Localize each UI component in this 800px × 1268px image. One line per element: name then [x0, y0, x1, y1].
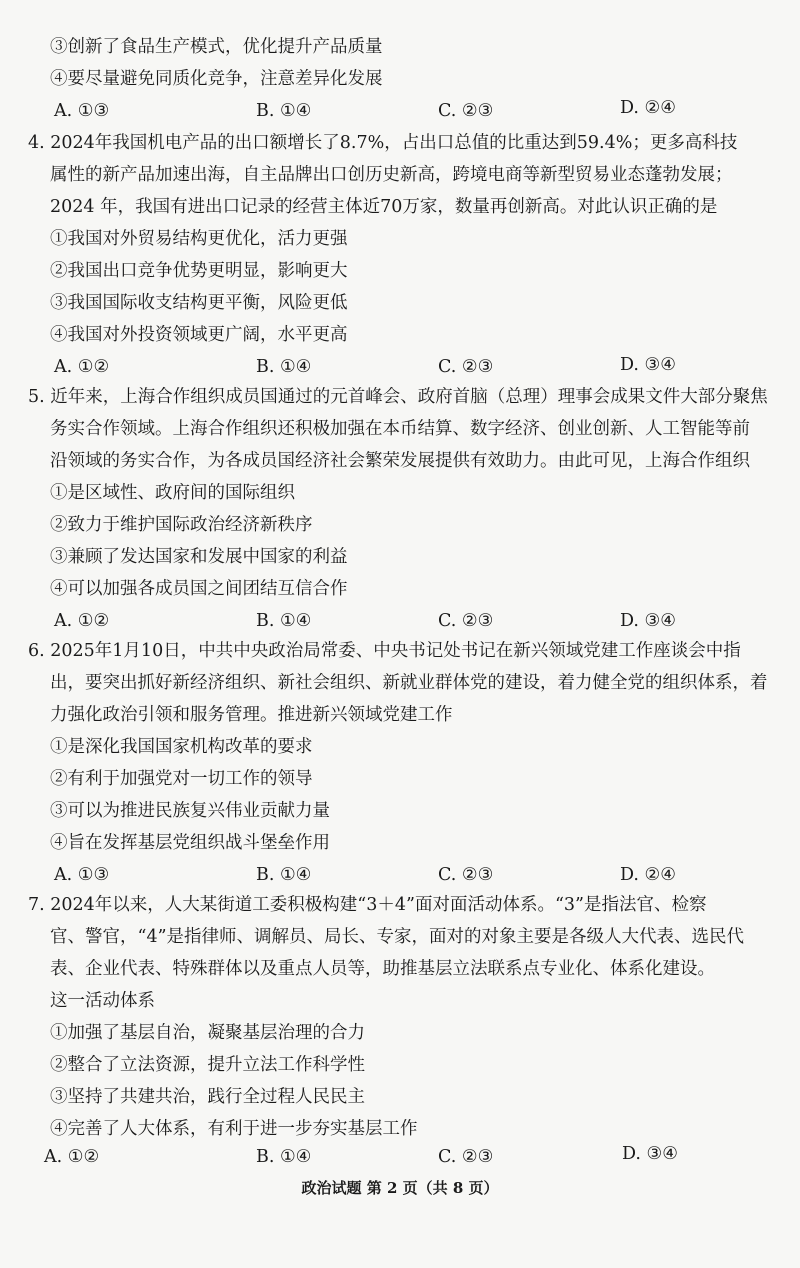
q7-option-b: B. ①④ — [256, 1147, 312, 1167]
q7-stem-line-1: 7. 2024年以来，人大某街道工委积极构建“3＋4”面对面活动体系。“3”是指法官、检察 — [28, 895, 707, 915]
q5-option-c: C. ②③ — [438, 611, 494, 631]
q4-item-1: ①我国对外贸易结构更优化，活力更强 — [50, 229, 348, 249]
q5-option-b: B. ①④ — [256, 611, 312, 631]
q7-stem-line-3: 表、企业代表、特殊群体以及重点人员等，助推基层立法联系点专业化、体系化建设。 — [50, 959, 715, 979]
q7-option-a: A. ①② — [44, 1147, 100, 1167]
q7-item-2: ②整合了立法资源，提升立法工作科学性 — [50, 1055, 365, 1075]
q7-option-c: C. ②③ — [438, 1147, 494, 1167]
q6-option-c: C. ②③ — [438, 865, 494, 885]
q3-item-3: ③创新了食品生产模式，优化提升产品质量 — [50, 37, 383, 57]
q3-option-c: C. ②③ — [438, 101, 494, 121]
page-footer: 政治试题 第 2 页（共 8 页） — [301, 1179, 499, 1197]
q5-stem-line-2: 务实合作领域。上海合作组织还积极加强在本币结算、数字经济、创业创新、人工智能等前 — [50, 419, 750, 439]
q7-item-4: ④完善了人大体系，有利于进一步夯实基层工作 — [50, 1119, 418, 1139]
q7-option-d: D. ③④ — [622, 1144, 678, 1164]
q6-item-1: ①是深化我国国家机构改革的要求 — [50, 737, 313, 757]
q5-stem-line-3: 沿领域的务实合作，为各成员国经济社会繁荣发展提供有效助力。由此可见，上海合作组织 — [50, 451, 750, 471]
q7-item-3: ③坚持了共建共治，践行全过程人民民主 — [50, 1087, 365, 1107]
q6-stem-line-3: 力强化政治引领和服务管理。推进新兴领域党建工作 — [50, 705, 453, 725]
q5-item-2: ②致力于维护国际政治经济新秩序 — [50, 515, 313, 535]
q5-option-a: A. ①② — [54, 611, 110, 631]
q5-option-d: D. ③④ — [620, 611, 676, 631]
q4-stem-line-2: 属性的新产品加速出海，自主品牌出口创历史新高，跨境电商等新型贸易业态蓬勃发展； — [50, 165, 733, 185]
q4-option-c: C. ②③ — [438, 357, 494, 377]
q6-item-4: ④旨在发挥基层党组织战斗堡垒作用 — [50, 833, 330, 853]
q5-item-4: ④可以加强各成员国之间团结互信合作 — [50, 579, 348, 599]
q4-item-4: ④我国对外投资领域更广阔，水平更高 — [50, 325, 348, 345]
q4-option-d: D. ③④ — [620, 355, 676, 375]
q5-item-3: ③兼顾了发达国家和发展中国家的利益 — [50, 547, 348, 567]
q4-item-3: ③我国国际收支结构更平衡，风险更低 — [50, 293, 348, 313]
q4-stem-line-3: 2024 年，我国有进出口记录的经营主体近70万家，数量再创新高。对此认识正确的是 — [50, 197, 718, 217]
q3-option-a: A. ①③ — [54, 101, 110, 121]
q4-option-b: B. ①④ — [256, 357, 312, 377]
q4-option-a: A. ①② — [54, 357, 110, 377]
q3-option-d: D. ②④ — [620, 98, 676, 118]
q3-item-4: ④要尽量避免同质化竞争，注意差异化发展 — [50, 69, 383, 89]
q4-item-2: ②我国出口竞争优势更明显，影响更大 — [50, 261, 348, 281]
q7-stem-line-2: 官、警官，“4”是指律师、调解员、局长、专家，面对的对象主要是各级人大代表、选民代 — [50, 927, 745, 947]
q3-option-b: B. ①④ — [256, 101, 312, 121]
q6-stem-line-1: 6. 2025年1月10日，中共中央政治局常委、中央书记处书记在新兴领域党建工作座谈会中指 — [28, 641, 741, 661]
q6-item-3: ③可以为推进民族复兴伟业贡献力量 — [50, 801, 330, 821]
q6-item-2: ②有利于加强党对一切工作的领导 — [50, 769, 313, 789]
q5-item-1: ①是区域性、政府间的国际组织 — [50, 483, 295, 503]
q6-option-d: D. ②④ — [620, 865, 676, 885]
q6-stem-line-2: 出，要突出抓好新经济组织、新社会组织、新就业群体党的建设，着力健全党的组织体系，着 — [50, 673, 768, 693]
q4-stem-line-1: 4. 2024年我国机电产品的出口额增长了8.7%，占出口总值的比重达到59.4%；更多高科技 — [28, 133, 738, 153]
q5-stem-line-1: 5. 近年来，上海合作组织成员国通过的元首峰会、政府首脑（总理）理事会成果文件大部分聚焦 — [28, 387, 768, 407]
q6-option-a: A. ①③ — [54, 865, 110, 885]
q7-item-1: ①加强了基层自治，凝聚基层治理的合力 — [50, 1023, 365, 1043]
q7-stem-line-4: 这一活动体系 — [50, 991, 155, 1011]
q6-option-b: B. ①④ — [256, 865, 312, 885]
